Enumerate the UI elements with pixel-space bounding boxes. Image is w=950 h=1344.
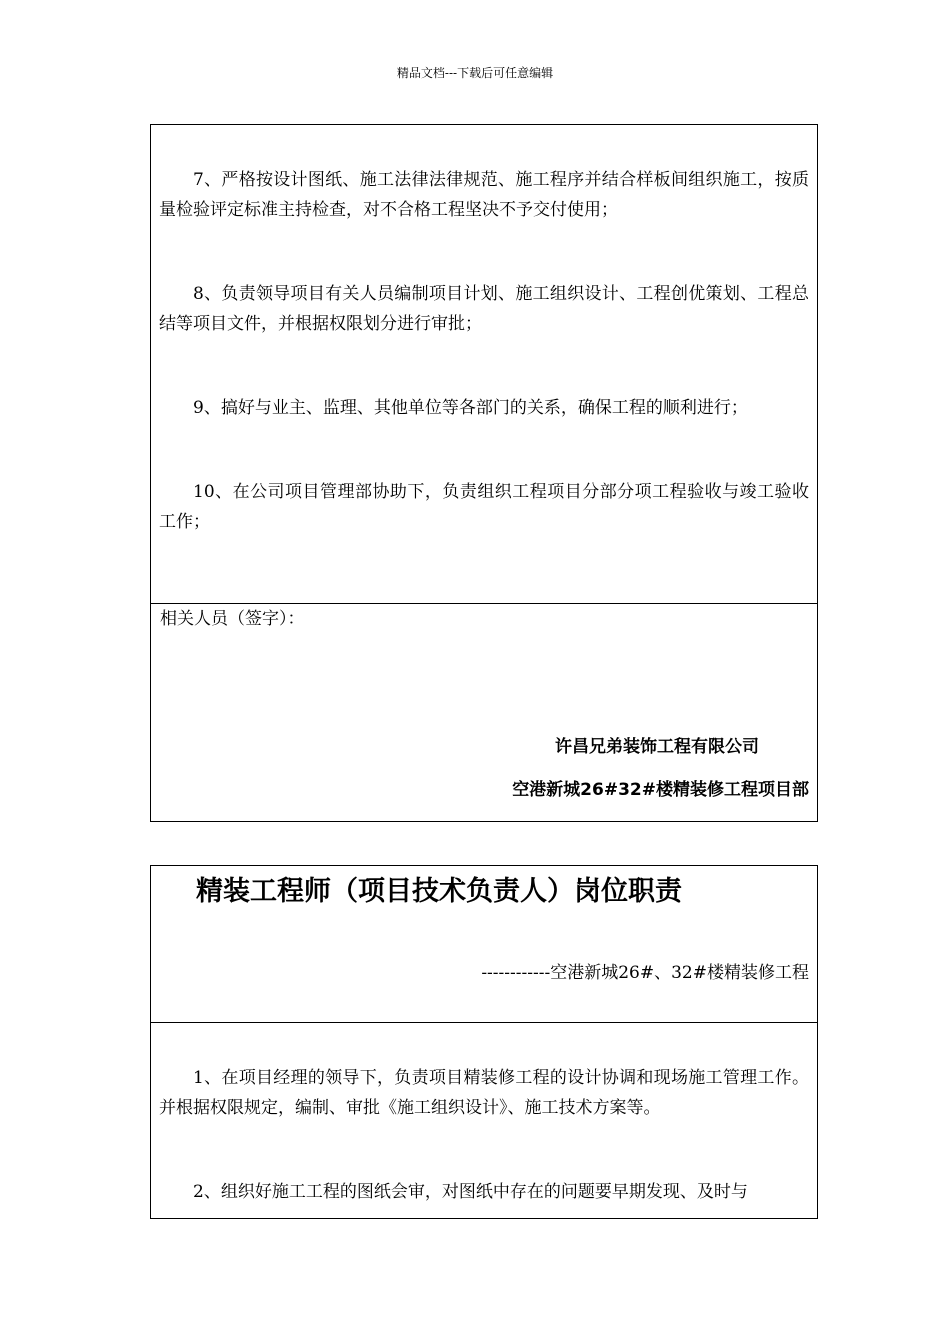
signature-cell	[151, 603, 817, 821]
duty-item-7: 7、严格按设计图纸、施工法律法律规范、施工程序并结合样板间组织施工，按质量检验评定标准主持检查，对不合格工程坚决不予交付使用；	[159, 170, 809, 220]
company-name: 许昌兄弟装饰工程有限公司	[555, 737, 759, 757]
duties-cell	[151, 125, 817, 603]
title-cell	[151, 866, 817, 1022]
project-subtitle: ------------空港新城26#、32#楼精装修工程	[481, 963, 809, 983]
engineer-duties-table	[150, 865, 818, 1219]
engineer-duty-item-1: 1、在项目经理的领导下，负责项目精装修工程的设计协调和现场施工管理工作。并根据权限规定，编制、审批《施工组织设计》、施工技术方案等。	[159, 1068, 809, 1118]
duty-item-9: 9、搞好与业主、监理、其他单位等各部门的关系，确保工程的顺利进行；	[193, 398, 748, 418]
engineer-duties-cell	[151, 1022, 817, 1218]
page-header-note: 精品文档---下载后可任意编辑	[396, 66, 554, 80]
signature-label: 相关人员（签字）：	[160, 609, 305, 629]
duties-table-continued	[150, 124, 818, 822]
duty-item-10: 10、在公司项目管理部协助下，负责组织工程项目分部分项工程验收与竣工验收工作；	[159, 482, 809, 532]
duty-item-8: 8、负责领导项目有关人员编制项目计划、施工组织设计、工程创优策划、工程总结等项目文件，并根据权限划分进行审批；	[159, 284, 809, 334]
project-department: 空港新城26#32#楼精装修工程项目部	[512, 780, 809, 800]
engineer-duty-item-2: 2、组织好施工工程的图纸会审，对图纸中存在的问题要早期发现、及时与	[193, 1182, 748, 1202]
page-title: 精装工程师（项目技术负责人）岗位职责	[196, 876, 682, 907]
